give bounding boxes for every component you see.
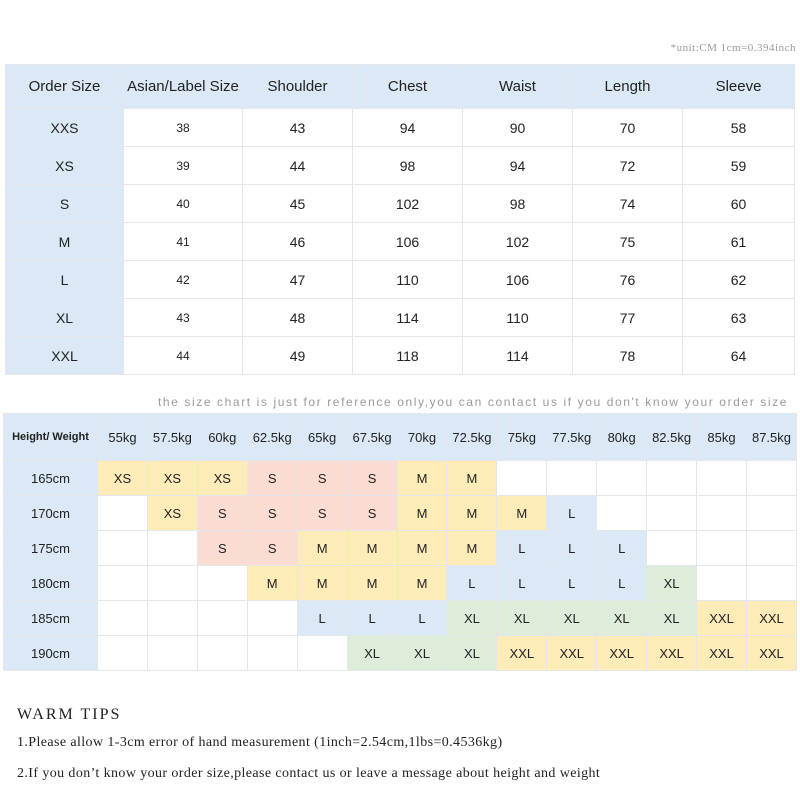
height-cell: 185cm bbox=[4, 601, 98, 636]
size-chart-row bbox=[6, 337, 795, 375]
size-chart-cell: 75 bbox=[573, 223, 683, 261]
size-chart-cell: 70 bbox=[573, 109, 683, 147]
size-chart-cell: 43 bbox=[124, 299, 243, 337]
weight-header-cell: 87.5kg bbox=[746, 414, 796, 461]
recommended-size-cell bbox=[697, 496, 747, 531]
recommended-size-cell: M bbox=[397, 496, 447, 531]
size-chart-row bbox=[6, 261, 795, 299]
size-chart-header-cell: Waist bbox=[463, 65, 573, 109]
recommended-size-cell: XL bbox=[497, 601, 547, 636]
weight-header-cell: 60kg bbox=[197, 414, 247, 461]
recommended-size-cell: XS bbox=[197, 461, 247, 496]
order-size-cell: S bbox=[6, 185, 124, 223]
recommended-size-cell bbox=[647, 461, 697, 496]
height-weight-row bbox=[4, 531, 797, 566]
size-chart-cell: 38 bbox=[124, 109, 243, 147]
warm-tip-2: 2.If you don’t know your order size,please contact us or leave a message about height and weight bbox=[17, 766, 601, 781]
size-chart-cell: 94 bbox=[463, 147, 573, 185]
weight-header-cell: 77.5kg bbox=[547, 414, 597, 461]
weight-header-cell: 55kg bbox=[98, 414, 148, 461]
recommended-size-cell bbox=[98, 636, 148, 671]
height-weight-row bbox=[4, 566, 797, 601]
recommended-size-cell: M bbox=[297, 566, 347, 601]
recommended-size-cell: XXL bbox=[597, 636, 647, 671]
size-chart-row bbox=[6, 147, 795, 185]
recommended-size-cell: S bbox=[297, 496, 347, 531]
recommended-size-cell: L bbox=[297, 601, 347, 636]
recommended-size-cell: XL bbox=[447, 636, 497, 671]
size-chart-cell: 64 bbox=[683, 337, 795, 375]
recommended-size-cell bbox=[697, 566, 747, 601]
recommended-size-cell bbox=[547, 461, 597, 496]
height-cell: 170cm bbox=[4, 496, 98, 531]
order-size-cell: XXL bbox=[6, 337, 124, 375]
recommended-size-cell: M bbox=[447, 461, 497, 496]
weight-header-cell: 80kg bbox=[597, 414, 647, 461]
height-weight-body bbox=[4, 461, 797, 671]
size-chart-cell: 106 bbox=[463, 261, 573, 299]
order-size-cell: L bbox=[6, 261, 124, 299]
size-chart-cell: 72 bbox=[573, 147, 683, 185]
recommended-size-cell: XXL bbox=[697, 601, 747, 636]
recommended-size-cell: M bbox=[397, 566, 447, 601]
warm-tip-1: 1.Please allow 1-3cm error of hand measurement (1inch=2.54cm,1lbs=0.4536kg) bbox=[17, 735, 503, 750]
recommended-size-cell: M bbox=[297, 531, 347, 566]
recommended-size-cell: M bbox=[447, 496, 497, 531]
size-chart-cell: 41 bbox=[124, 223, 243, 261]
weight-header-cell: 70kg bbox=[397, 414, 447, 461]
recommended-size-cell: L bbox=[547, 496, 597, 531]
recommended-size-cell bbox=[497, 461, 547, 496]
recommended-size-cell: S bbox=[347, 496, 397, 531]
recommended-size-cell: M bbox=[347, 566, 397, 601]
recommended-size-cell bbox=[98, 531, 148, 566]
recommended-size-cell: L bbox=[497, 531, 547, 566]
recommended-size-cell bbox=[247, 601, 297, 636]
recommended-size-cell bbox=[697, 531, 747, 566]
recommended-size-cell: M bbox=[247, 566, 297, 601]
weight-header-cell: 75kg bbox=[497, 414, 547, 461]
recommended-size-cell: S bbox=[197, 496, 247, 531]
recommended-size-cell: S bbox=[197, 531, 247, 566]
size-chart-cell: 48 bbox=[243, 299, 353, 337]
height-cell: 180cm bbox=[4, 566, 98, 601]
size-chart-cell: 59 bbox=[683, 147, 795, 185]
recommended-size-cell: S bbox=[247, 531, 297, 566]
size-chart-cell: 110 bbox=[353, 261, 463, 299]
recommended-size-cell: XL bbox=[647, 601, 697, 636]
recommended-size-cell: XL bbox=[447, 601, 497, 636]
recommended-size-cell bbox=[597, 496, 647, 531]
size-chart-row bbox=[6, 109, 795, 147]
size-chart-cell: 62 bbox=[683, 261, 795, 299]
recommended-size-cell: XXL bbox=[647, 636, 697, 671]
size-chart-cell: 46 bbox=[243, 223, 353, 261]
recommended-size-cell: XL bbox=[597, 601, 647, 636]
size-chart-header-cell: Order Size bbox=[6, 65, 124, 109]
size-chart-header-cell: Asian/Label Size bbox=[124, 65, 243, 109]
recommended-size-cell: S bbox=[297, 461, 347, 496]
recommended-size-cell: L bbox=[497, 566, 547, 601]
height-weight-header bbox=[4, 414, 797, 461]
size-chart-cell: 118 bbox=[353, 337, 463, 375]
recommended-size-cell bbox=[98, 601, 148, 636]
weight-header-cell: 62.5kg bbox=[247, 414, 297, 461]
weight-header-cell: 67.5kg bbox=[347, 414, 397, 461]
size-chart-cell: 76 bbox=[573, 261, 683, 299]
recommended-size-cell bbox=[147, 601, 197, 636]
height-weight-row bbox=[4, 636, 797, 671]
height-weight-corner-label: Height/ Weight bbox=[4, 414, 98, 461]
size-chart-cell: 39 bbox=[124, 147, 243, 185]
recommended-size-cell: M bbox=[397, 531, 447, 566]
weight-header-cell: 85kg bbox=[697, 414, 747, 461]
recommended-size-cell bbox=[197, 601, 247, 636]
unit-note: *unit:CM 1cm=0.394inch bbox=[670, 42, 796, 54]
warm-tips-title: WARM TIPS bbox=[17, 706, 122, 723]
recommended-size-cell: XXL bbox=[497, 636, 547, 671]
size-chart-table bbox=[5, 64, 795, 375]
size-chart-cell: 60 bbox=[683, 185, 795, 223]
weight-header-cell: 72.5kg bbox=[447, 414, 497, 461]
recommended-size-cell: M bbox=[497, 496, 547, 531]
recommended-size-cell bbox=[147, 566, 197, 601]
order-size-cell: XXS bbox=[6, 109, 124, 147]
recommended-size-cell: XXL bbox=[746, 601, 796, 636]
height-weight-row bbox=[4, 496, 797, 531]
recommended-size-cell: M bbox=[397, 461, 447, 496]
size-chart-header-cell: Shoulder bbox=[243, 65, 353, 109]
size-chart-cell: 78 bbox=[573, 337, 683, 375]
recommended-size-cell: XXL bbox=[746, 636, 796, 671]
recommended-size-cell: L bbox=[597, 566, 647, 601]
recommended-size-cell: M bbox=[447, 531, 497, 566]
height-weight-row bbox=[4, 461, 797, 496]
recommended-size-cell bbox=[647, 496, 697, 531]
recommended-size-cell: L bbox=[547, 531, 597, 566]
recommended-size-cell bbox=[647, 531, 697, 566]
recommended-size-cell: XL bbox=[547, 601, 597, 636]
size-chart-cell: 74 bbox=[573, 185, 683, 223]
size-chart-header bbox=[6, 65, 795, 109]
recommended-size-cell: XXL bbox=[547, 636, 597, 671]
size-chart-cell: 58 bbox=[683, 109, 795, 147]
recommended-size-cell: XS bbox=[147, 496, 197, 531]
recommended-size-cell: L bbox=[447, 566, 497, 601]
size-chart-cell: 61 bbox=[683, 223, 795, 261]
size-chart-body bbox=[6, 109, 795, 375]
size-chart-header-cell: Sleeve bbox=[683, 65, 795, 109]
height-weight-table bbox=[3, 413, 797, 671]
reference-note: the size chart is just for reference only,you can contact us if you don't know your order size bbox=[157, 395, 788, 409]
recommended-size-cell: L bbox=[547, 566, 597, 601]
size-chart-row bbox=[6, 185, 795, 223]
recommended-size-cell bbox=[98, 496, 148, 531]
size-chart-cell: 102 bbox=[353, 185, 463, 223]
size-chart-cell: 44 bbox=[124, 337, 243, 375]
recommended-size-cell: XL bbox=[347, 636, 397, 671]
size-chart-row bbox=[6, 299, 795, 337]
recommended-size-cell bbox=[697, 461, 747, 496]
size-chart-cell: 45 bbox=[243, 185, 353, 223]
size-chart-cell: 47 bbox=[243, 261, 353, 299]
recommended-size-cell bbox=[197, 636, 247, 671]
order-size-cell: XL bbox=[6, 299, 124, 337]
recommended-size-cell: L bbox=[347, 601, 397, 636]
recommended-size-cell: XS bbox=[147, 461, 197, 496]
size-chart-row bbox=[6, 223, 795, 261]
recommended-size-cell bbox=[98, 566, 148, 601]
size-chart-cell: 102 bbox=[463, 223, 573, 261]
recommended-size-cell: XL bbox=[397, 636, 447, 671]
recommended-size-cell bbox=[746, 531, 796, 566]
height-cell: 165cm bbox=[4, 461, 98, 496]
size-chart-cell: 44 bbox=[243, 147, 353, 185]
size-chart-cell: 43 bbox=[243, 109, 353, 147]
weight-header-cell: 57.5kg bbox=[147, 414, 197, 461]
height-cell: 175cm bbox=[4, 531, 98, 566]
size-chart-cell: 98 bbox=[463, 185, 573, 223]
recommended-size-cell: S bbox=[347, 461, 397, 496]
size-chart-cell: 106 bbox=[353, 223, 463, 261]
recommended-size-cell bbox=[746, 496, 796, 531]
size-chart-cell: 40 bbox=[124, 185, 243, 223]
recommended-size-cell: L bbox=[397, 601, 447, 636]
height-weight-row bbox=[4, 601, 797, 636]
recommended-size-cell bbox=[197, 566, 247, 601]
height-cell: 190cm bbox=[4, 636, 98, 671]
recommended-size-cell: L bbox=[597, 531, 647, 566]
size-chart-cell: 110 bbox=[463, 299, 573, 337]
recommended-size-cell bbox=[297, 636, 347, 671]
size-chart-cell: 114 bbox=[463, 337, 573, 375]
size-chart-cell: 42 bbox=[124, 261, 243, 299]
size-chart-cell: 49 bbox=[243, 337, 353, 375]
recommended-size-cell bbox=[147, 636, 197, 671]
recommended-size-cell: XS bbox=[98, 461, 148, 496]
size-chart-cell: 63 bbox=[683, 299, 795, 337]
size-chart-cell: 90 bbox=[463, 109, 573, 147]
size-chart-cell: 98 bbox=[353, 147, 463, 185]
recommended-size-cell bbox=[746, 566, 796, 601]
order-size-cell: M bbox=[6, 223, 124, 261]
recommended-size-cell: XXL bbox=[697, 636, 747, 671]
recommended-size-cell: M bbox=[347, 531, 397, 566]
size-chart-cell: 114 bbox=[353, 299, 463, 337]
recommended-size-cell: S bbox=[247, 496, 297, 531]
weight-header-cell: 65kg bbox=[297, 414, 347, 461]
recommended-size-cell: XL bbox=[647, 566, 697, 601]
order-size-cell: XS bbox=[6, 147, 124, 185]
size-chart-header-cell: Chest bbox=[353, 65, 463, 109]
size-chart-cell: 94 bbox=[353, 109, 463, 147]
recommended-size-cell bbox=[746, 461, 796, 496]
size-chart-cell: 77 bbox=[573, 299, 683, 337]
recommended-size-cell bbox=[247, 636, 297, 671]
recommended-size-cell bbox=[147, 531, 197, 566]
recommended-size-cell bbox=[597, 461, 647, 496]
size-chart-header-cell: Length bbox=[573, 65, 683, 109]
recommended-size-cell: S bbox=[247, 461, 297, 496]
weight-header-cell: 82.5kg bbox=[647, 414, 697, 461]
